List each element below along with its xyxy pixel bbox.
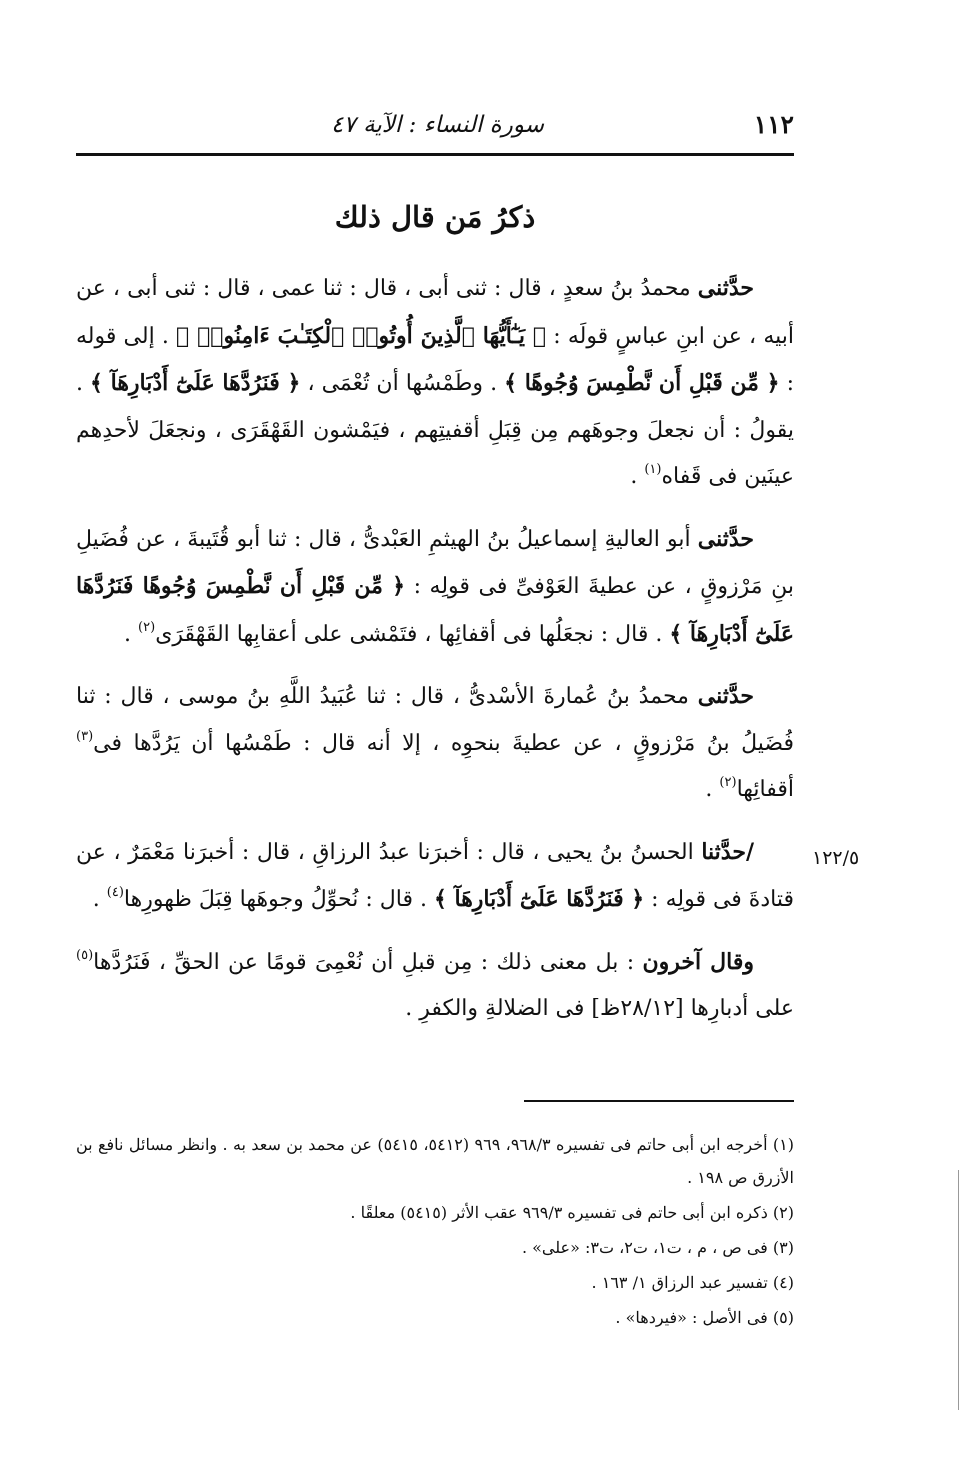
paragraph-lead: حدَّثنى: [697, 275, 754, 301]
quran-verse: ﴿ فَنَرُدَّهَا عَلَىٰٓ أَدْبَارِهَآ ﴾: [90, 370, 301, 396]
page-number: ١١٢: [753, 110, 794, 139]
footnote-1: (١) أخرجه ابن أبى حاتم فى تفسيره ٩٦٨/٣، ٩٦٩ (٥٤١٢، ٥٤١٥) عن محمد بن سعد به . وانظر مسائل نافع بن الأزرق ص ١٩٨ .: [76, 1135, 795, 1187]
paragraph-lead: وقال آخرون: [642, 948, 754, 975]
paragraph-3: [76, 673, 794, 814]
paragraph-end: .: [405, 996, 420, 1021]
quran-verse: ﴿ مِّن قَبْلِ أَن نَّطْمِسَ وُجُوهًا فَنَرُدَّهَا عَلَىٰٓ أَدْبَارِهَآ ﴾: [76, 573, 794, 647]
footnote-ref: (٣): [76, 728, 94, 744]
paragraph-4: [76, 829, 794, 924]
paragraph-end: .: [705, 777, 720, 802]
footnote-3: (٣) فى ص ، م ، ت١، ت٢، ت٣: «على» .: [521, 1238, 794, 1257]
paragraph-text: أبو العاليةِ إسماعيلُ بنُ الهيثمِ العَبْدىُّ ، قال : ثنا أبو قُتَيبةَ ، عن فُضَيلِ بنِ مَرْزوقٍ ، عن عطيةَ العَوْفىِّ فى قولِه :: [76, 526, 794, 599]
quran-verse: ﴿ مِّن قَبْلِ أَن نَّطْمِسَ وُجُوهًا ﴾: [504, 370, 780, 396]
paragraph-1: [76, 265, 794, 501]
footnote-ref: (٢): [719, 775, 737, 790]
paragraph-text: . قال : نجعَلُها فى أقفائِها ، فتَمْشى على أعقابِها القَهْقَرَى: [155, 621, 670, 647]
footnote-2: (٢) ذكره ابن أبى حاتم فى تفسيره ٩٦٩/٣ عقب الأثر (٥٤١٥) معلقًا .: [350, 1203, 794, 1222]
paragraph-text: . وطَمْسُها أن تُعْمَى ،: [300, 371, 505, 396]
paragraph-lead: /حدَّثنا: [701, 838, 754, 865]
section-title: ذكرُ مَن قال ذلك: [334, 200, 536, 234]
paragraph-lead: حدَّثنى: [697, 683, 754, 709]
paragraph-text: أقفائِها: [736, 777, 794, 802]
paragraph-text: الحسنُ بنُ يحيى ، قال : أخبرَنا عبدُ الرزاقِ ، قال : أخبرَنا مَعْمَرٌ ، عن قتادةَ فى قولِه :: [76, 839, 794, 912]
paragraph-text: محمدُ بنُ عُمارةَ الأسْدىُّ ، قال : ثنا عُبَيدُ اللَّهِ بنُ موسى ، قال : ثنا فُضَيلُ بنُ مَرْزوقٍ ، عن عطيةَ بنحوِه ، إلا أنه قال : طَمْسُها أن يَرُدَّها فى: [76, 684, 794, 756]
footnote-5: (٥) فى الأصل : «فيردها» .: [615, 1308, 794, 1327]
quran-verse: ﴿ يَـٰٓأَيُّهَا ٱلَّذِينَ أُوتُوا۟ ٱلْكِتَـٰبَ ءَامِنُوا۟ ﴾: [176, 322, 547, 349]
footnote-divider: [524, 1100, 794, 1102]
main-text: [76, 265, 794, 1048]
paragraph-text: محمدُ بنُ سعدٍ ، قال : ثنى أبى ، قال : ثنا عمى ، قال : ثنى أبى ، عن أبيه ، عن ابنِ عباسٍ قولَه :: [76, 276, 794, 349]
paragraph-text: : بل معنى ذلك : مِن قبلِ أن نُعْمِىَ قومًا عن الحقِّ ، فَنَرُدَّها: [93, 949, 643, 975]
page-header: [76, 100, 794, 150]
footnote-ref: (٥): [76, 947, 94, 963]
footnote-4: (٤) تفسير عبد الرزاق ١/ ١٦٣ .: [591, 1273, 794, 1292]
quran-verse: ﴿ فَنَرُدَّهَا عَلَىٰٓ أَدْبَارِهَآ ﴾: [433, 886, 645, 912]
footnote-ref: (١): [644, 462, 662, 477]
paragraph-text: . إلى قوله :: [76, 323, 794, 396]
paragraph-2: [76, 516, 794, 659]
paragraph-lead: حدَّثنى: [697, 525, 754, 552]
paragraph-text: . يقولُ : أن نجعلَ وجوهَهم مِن قِبَلِ أقفيتِهم ، فيَمْشون القَهْقَرَى ، ونجعَلَ لأحدِهم عينَين فى قَفاه: [76, 371, 794, 489]
paragraph-text: على أدبارِها [٢٨/١٢ظ] فى الضلالةِ والكفرِ: [419, 996, 794, 1021]
margin-page-reference: ١٢٢/٥: [812, 847, 860, 869]
running-title: سورة النساء : الآية ٤٧: [331, 112, 544, 138]
header-divider: [76, 153, 794, 156]
footnote-ref: (٢): [138, 619, 156, 635]
paragraph-end: .: [124, 621, 139, 647]
paragraph-end: .: [630, 464, 645, 489]
footnote-ref: (٤): [106, 885, 124, 900]
paragraph-end: .: [92, 887, 107, 912]
paragraph-text: . قال : نُحوِّلُ وجوهَها قِبَلَ ظهورِها: [123, 887, 434, 912]
footnotes: [76, 1128, 794, 1336]
paragraph-5: [76, 939, 794, 1033]
scan-edge-line: [958, 1170, 959, 1410]
